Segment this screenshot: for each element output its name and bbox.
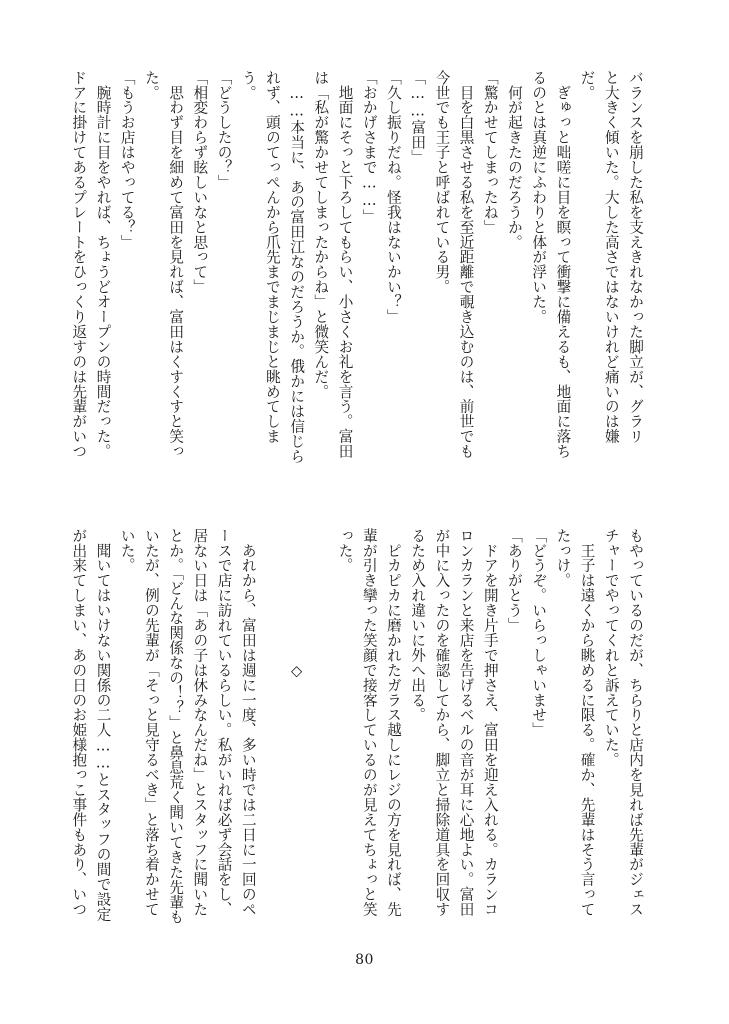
text-line: ……本当に、あの富田江なのだろうか。俄かには信じら [288,70,306,464]
text-line: たっけ。 [554,528,572,588]
text-line: とか。「どんな関係なの！？」と鼻息荒く聞いてきた先輩も [167,528,185,925]
text-line: ピカピカに磨かれたガラス越しにレジの方を見れば、先 [384,528,402,917]
text-line [308,528,332,960]
text-line: 思わず目を細めて富田を見れば、富田はくすくすと笑っ [167,70,185,459]
text-line: チャーでやってくれと訴えていた。 [602,528,620,768]
text-line: と大きく傾いた。大した高さではないけれど痛いのは嫌 [602,70,620,444]
text-line: るのとは真逆にふわりと体が浮いた。 [530,70,548,325]
text-line: が中に入ったのを確認してから、脚立と掃除道具を回収す [433,528,451,917]
text-line: れず、頭のてっぺんから爪先までまじまじと眺めてしま [263,70,281,444]
text-line: 王子は遠くから眺めるに限る。確か、先輩はそう言って [578,528,596,917]
text-line: いた。 [118,528,136,573]
text-line: 「相変わらず眩しいなと思って」 [191,70,209,295]
text-line: ドアを開き片手で押さえ、富田を迎え入れる。カランコ [481,528,499,917]
text-line: ドアに掛けてあるプレートをひっくり返すのは先輩がいつ [70,70,88,459]
text-line: ぎゅっと咄嗟に目を瞑って衝撃に備えるも、地面に落ち [554,70,572,459]
text-line: るため入れ違いに外へ出る。 [409,528,427,723]
text-line: 地面にそっと下ろしてもらい、小さくお礼を言う。富田 [336,70,354,459]
text-line: 「もうお店はやってる？」 [118,70,136,250]
text-line: 「驚かせてしまったね」 [481,70,499,235]
text-line: 「……富田」 [409,70,427,165]
text-line: 「ありがとう」 [505,528,523,633]
text-line: だ。 [578,70,596,100]
text-line: ◇ [288,528,306,680]
body-text-bottom [67,528,647,960]
text-line: 何が起きたのだろうか。 [505,70,523,250]
text-line: が出来てしまい、あの日のお姫様抱っこ事件もあり、いつ [70,528,88,917]
text-line: 「おかげさまで……」 [360,70,378,225]
body-text-top [67,70,647,502]
text-line: もやっているのだが、ちらりと店内を見れば先輩がジェス [627,528,644,917]
text-line: あれから、富田は週に一度、多い時では二日に一回のペ [239,528,257,917]
text-line: 聞いてはいけない関係の二人……とスタッフの間で設定 [94,528,112,922]
text-line: いたが、例の先輩が「そっと見守るべき」と落ち着かせて [142,528,160,917]
text-line: 「どうぞ。いらっしゃいませ」 [530,528,548,738]
page-number: 80 [355,952,374,968]
text-line: 輩が引き攣った笑顔で接客しているのが見えてちょっと笑 [360,528,378,917]
text-line: う。 [239,70,257,100]
text-line [260,528,284,960]
text-line: った。 [336,528,354,573]
text-line: 今世でも王子と呼ばれている男。 [433,70,451,295]
text-line: バランスを崩した私を支えきれなかった脚立が、グラリ [627,70,644,444]
text-line: 目を白黒させる私を至近距離で覗き込むのは、前世でも [457,70,475,459]
text-line: 腕時計に目をやれば、ちょうどオープンの時間だった。 [94,70,112,459]
text-line: 「どうしたの？」 [215,70,233,190]
text-line: 居ない日は「あの子は休みなんだね」とスタッフに聞いた [191,528,209,917]
text-line: 「久し振りだね。怪我はないかい？」 [384,70,402,325]
text-line: ースで店に訪れているらしい。私がいれば必ず会話をし、 [215,528,233,917]
text-line: は「私が驚かせてしまったからね」と微笑んだ。 [312,70,330,399]
text-line: た。 [142,70,160,100]
text-line: ロンカランと来店を告げるベルの音が耳に心地よい。富田 [457,528,475,917]
